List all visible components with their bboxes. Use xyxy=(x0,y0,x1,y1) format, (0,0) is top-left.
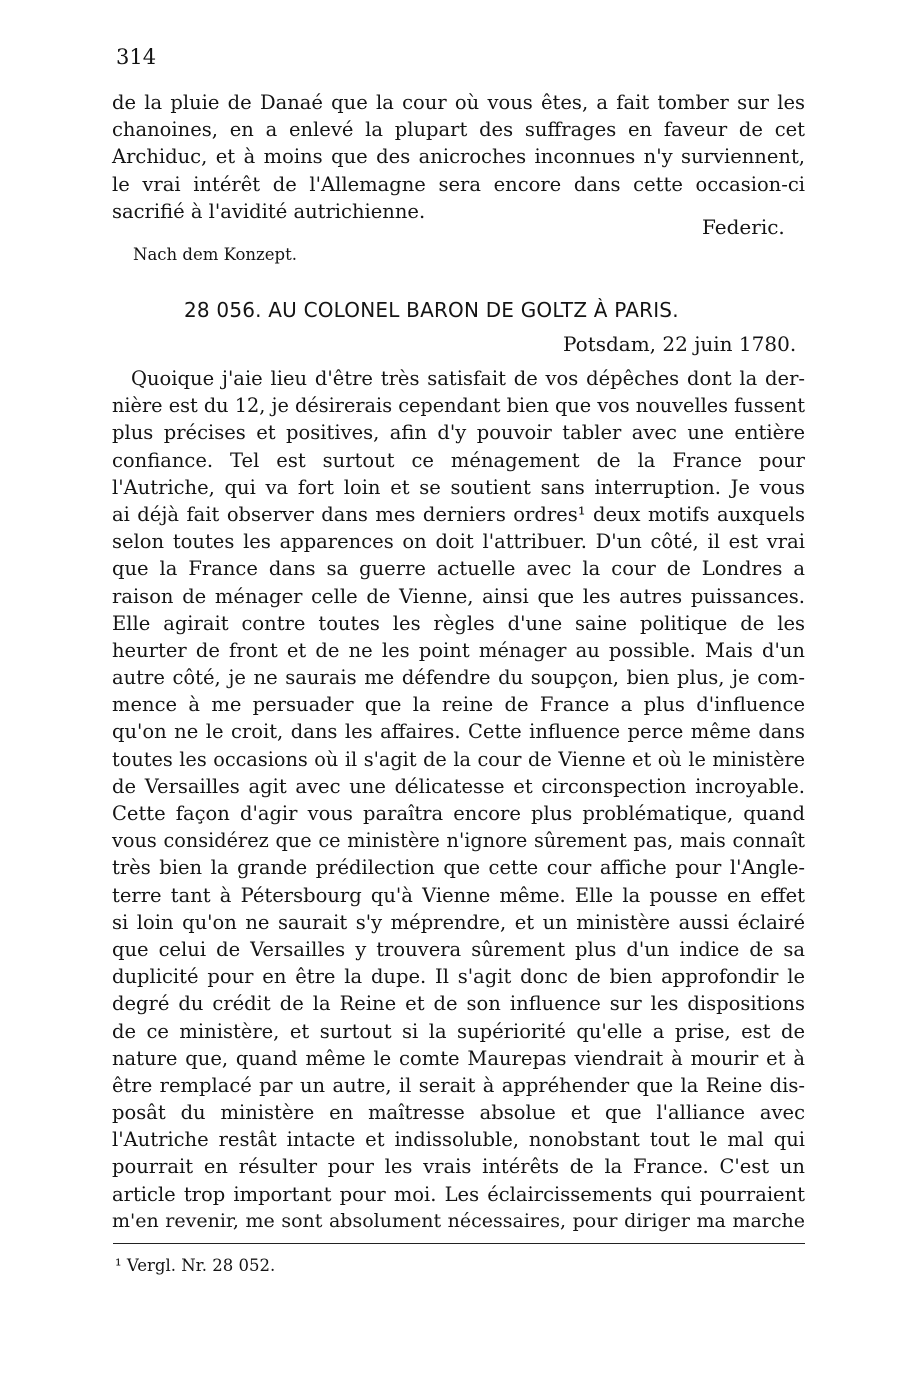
text-line: l'Autriche, qui va fort loin et se soutient sans interruption. Je vous xyxy=(112,475,805,499)
dateline: Potsdam, 22 juin 1780. xyxy=(563,332,797,356)
text-line: de ce ministère, et surtout si la supériorité qu'elle a prise, est de xyxy=(112,1019,805,1043)
text-line: degré du crédit de la Reine et de son influence sur les dispositions xyxy=(112,992,805,1016)
text-line: article trop important pour moi. Les éclaircissements qui pourraient xyxy=(112,1182,805,1206)
text-line: toutes les occasions où il s'agit de la cour de Vienne et où le ministère xyxy=(112,747,805,771)
text-line: plus précises et positives, afin d'y pouvoir tabler avec une entière xyxy=(112,421,805,445)
page-number: 314 xyxy=(116,45,157,69)
letter-body xyxy=(112,365,805,1235)
text-line: sacrifié à l'avidité autrichienne. xyxy=(112,199,426,223)
text-line: de la pluie de Danaé que la cour où vous êtes, a fait tomber sur les xyxy=(112,91,805,114)
footnote: ¹ Vergl. Nr. 28 052. xyxy=(115,1256,276,1275)
text-line: heurter de front et de ne les point ménager au possible. Mais d'un xyxy=(112,638,805,662)
text-line: mence à me persuader que la reine de France a plus d'influence xyxy=(112,693,805,717)
text-line: vous considérez que ce ministère n'ignore sûrement pas, mais connaît xyxy=(112,829,805,853)
text-line: posât du ministère en maîtresse absolue et que l'alliance avec xyxy=(112,1101,805,1125)
text-line: qu'on ne le croit, dans les affaires. Cette influence perce même dans xyxy=(112,720,805,744)
text-line: autre côté, je ne saurais me défendre du soupçon, bien plus, je com- xyxy=(112,666,805,690)
text-line: ai déjà fait observer dans mes derniers ordres¹ deux motifs auxquels xyxy=(112,502,805,526)
text-line: de Versailles agit avec une délicatesse et circonspection incroyable. xyxy=(112,774,805,798)
text-line: que la France dans sa guerre actuelle avec la cour de Londres a xyxy=(112,557,805,581)
text-line: nature que, quand même le comte Maurepas viendrait à mourir et à xyxy=(112,1046,805,1070)
text-line: que celui de Versailles y trouvera sûrement plus d'un indice de sa xyxy=(112,937,805,961)
text-line: pourrait en résulter pour les vrais intérêts de la France. C'est un xyxy=(112,1155,805,1179)
text-line: Archiduc, et à moins que des anicroches inconnues n'y surviennent, xyxy=(112,145,805,169)
text-line: Quoique j'aie lieu d'être très satisfait de vos dépêches dont la der- xyxy=(131,367,805,390)
signature: Federic. xyxy=(702,215,785,239)
text-line: le vrai intérêt de l'Allemagne sera encore dans cette occasion-ci xyxy=(112,172,805,196)
text-line: m'en revenir, me sont absolument nécessaires, pour diriger ma marche xyxy=(112,1209,805,1232)
text-line: duplicité pour en être la dupe. Il s'agit donc de bien approfondir le xyxy=(112,965,805,989)
text-line: si loin qu'on ne saurait s'y méprendre, et un ministère aussi éclairé xyxy=(112,910,805,934)
text-line: l'Autriche restât intacte et indissoluble, nonobstant tout le mal qui xyxy=(112,1128,805,1152)
text-line: Cette façon d'agir vous paraîtra encore plus problématique, quand xyxy=(112,802,805,825)
text-line: raison de ménager celle de Vienne, ainsi que les autres puissances. xyxy=(112,584,805,608)
text-line: être remplacé par un autre, il serait à appréhender que la Reine dis- xyxy=(112,1073,805,1097)
source-note: Nach dem Konzept. xyxy=(133,245,297,264)
letter-heading: 28 056. AU COLONEL BARON DE GOLTZ À PARIS. xyxy=(184,298,679,322)
text-line: terre tant à Pétersbourg qu'à Vienne même. Elle la pousse en effet xyxy=(112,883,805,907)
text-line: chanoines, en a enlevé la plupart des suffrages en faveur de cet xyxy=(112,118,805,142)
continuation-paragraph xyxy=(112,89,805,225)
text-line: nière est du 12, je désirerais cependant bien que vos nouvelles fussent xyxy=(112,394,805,418)
text-line: selon toutes les apparences on doit l'attribuer. D'un côté, il est vrai xyxy=(112,530,805,554)
text-line: Elle agirait contre toutes les règles d'une saine politique de les xyxy=(112,611,805,635)
text-line: très bien la grande prédilection que cette cour affiche pour l'Angle- xyxy=(112,856,805,880)
footnote-divider xyxy=(113,1243,805,1244)
text-line: confiance. Tel est surtout ce ménagement de la France pour xyxy=(112,448,805,472)
